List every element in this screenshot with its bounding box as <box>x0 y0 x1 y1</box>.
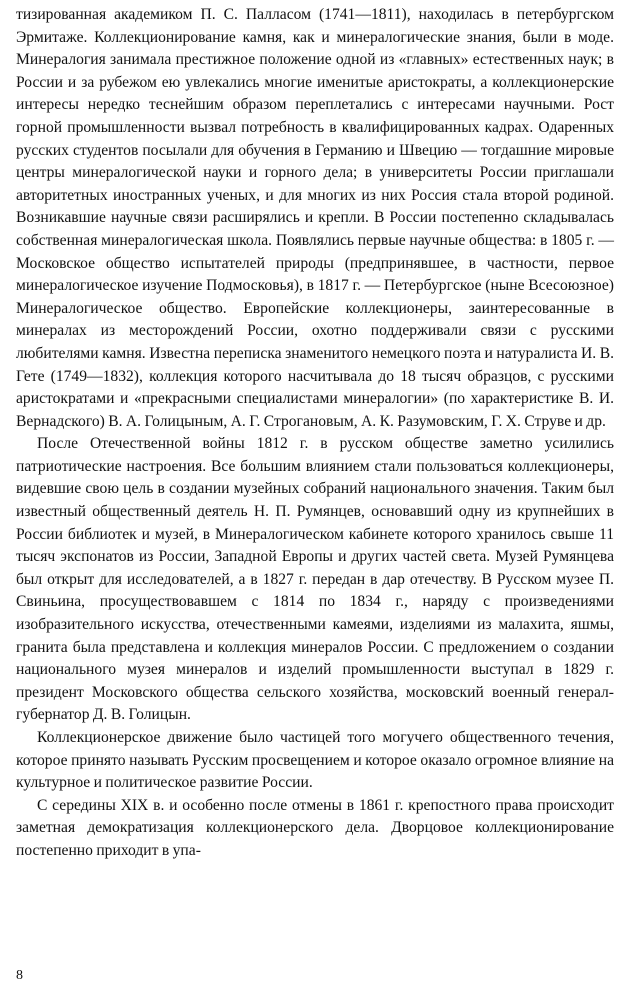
paragraph-1: тизированная академиком П. С. Палласом (1741—1811), находилась в петербургском Эрмитаже. Коллекционирование камня, как и минералогические знания, были в моде. Минералогия занимала престижное положение одной из «главных» естественных наук; в России и за рубежом ею увлекались многие именитые аристократы, а коллекционерские интересы нередко теснейшим образом переплетались с интересами научными. Рост горной промышленности вызвал потребность в квалифицированных кадрах. Одаренных русских студентов посылали для обучения в Германию и Швецию — тогдашние мировые центры минералогической науки и горного дела; в университеты России приглашали авторитетных иностранных ученых, и для многих из них Россия стала второй родиной. Возникавшие научные связи расширялись и крепли. В России постепенно складывалась собственная минералогическая школа. Появлялись первые научные общества: в 1805 г. — Московское общество испытателей природы (предпринявшее, в частности, первое минералогическое изучение Подмосковья), в 1817 г. — Петербургское (ныне Всесоюзное) Минералогическое общество. Европейские коллекционеры, заинтересованные в минералах из месторождений России, охотно поддерживали связи с русскими любителями камня. Известна переписка знаменитого немецкого поэта и натуралиста И. В. Гете (1749—1832), коллекция которого насчитывала до 18 тысяч образцов, с русскими аристократами и «прекрасными специалистами минералогии» (по характеристике В. И. Вернадского) В. А. Голицыным, А. Г. Строгановым, А. К. Разумовским, Г. Х. Струве и др. <box>16 6 614 430</box>
paragraph-2: После Отечественной войны 1812 г. в русском обществе заметно усилились патриотические настроения. Все большим влиянием стали пользоваться коллекционеры, видевшие свою цель в создании музейных собраний национального значения. Таким был известный общественный деятель Н. П. Румянцев, основавший одну из крупнейших в России библиотек и музей, в Минералогическом кабинете которого хранилось свыше 11 тысяч экспонатов из России, Западной Европы и других частей света. Музей Румянцева был открыт для исследователей, а в 1827 г. передан в дар отечеству. В Русском музее П. Свиньина, просуществовавшем с 1814 по 1834 г., наряду с произведениями изобразительного искусства, отечественными камеями, изделиями из малахита, яшмы, гранита была представлена и коллекция минералов России. С предложением о создании национального музея минералов и изделий промышленности выступал в 1829 г. президент Московского общества сельского хозяйства, московский военный генерал-губернатор Д. В. Голицын. <box>16 435 614 724</box>
paragraph-3: Коллекционерское движение было частицей того могучего общественного течения, которое принято называть Русским просвещением и которое оказало огромное влияние на культурное и политическое развитие России. <box>16 729 614 792</box>
body-text <box>16 4 614 863</box>
paragraph-4: С середины XIX в. и особенно после отмены в 1861 г. крепостного права происходит заметная демократизация коллекционерского дела. Дворцовое коллекционирование постепенно приходит в упа- <box>16 796 614 859</box>
page-number: 8 <box>16 968 23 983</box>
